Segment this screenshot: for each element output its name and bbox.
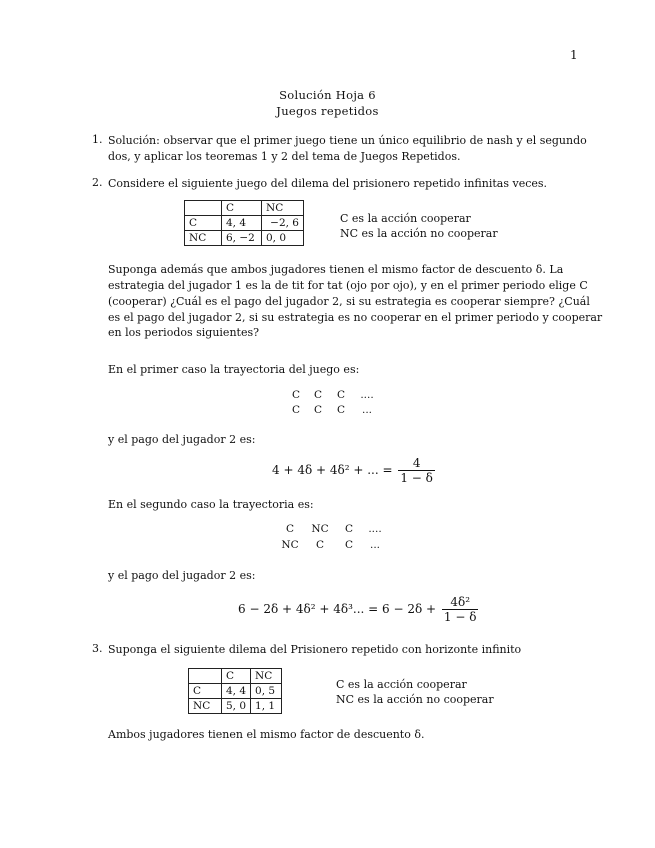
table-cell: NC bbox=[262, 201, 304, 216]
case-2-formula bbox=[238, 595, 480, 624]
table-row bbox=[189, 684, 282, 699]
legend-nc: NC es la acción no cooperar bbox=[340, 227, 498, 240]
traj-cell: C bbox=[344, 539, 354, 551]
case-2-intro: En el segundo caso la trayectoria es: bbox=[108, 498, 314, 511]
question-line-5: en los periodos siguientes? bbox=[108, 326, 260, 339]
table-cell: 5, 0 bbox=[222, 699, 251, 714]
traj-cell: C bbox=[291, 389, 301, 401]
table-header-row bbox=[189, 669, 282, 684]
item-1-number: 1. bbox=[92, 133, 103, 146]
traj-cell: C bbox=[315, 539, 325, 551]
document-subtitle: Juegos repetidos bbox=[276, 104, 379, 118]
table-cell: 6, −2 bbox=[222, 231, 262, 246]
item-1-line-1: Solución: observar que el primer juego tiene un único equilibrio de nash y el segundo bbox=[108, 134, 587, 147]
traj-cell: C bbox=[344, 523, 354, 535]
fraction-numerator: 4 bbox=[398, 456, 435, 471]
case-2-payoff-intro: y el pago del jugador 2 es: bbox=[108, 569, 256, 582]
traj-cell: .... bbox=[360, 389, 374, 401]
traj-cell: C bbox=[313, 389, 323, 401]
fraction-denominator: 1 − δ bbox=[443, 610, 477, 624]
table-cell: NC bbox=[251, 669, 282, 684]
formula-left: 4 + 4δ + 4δ² + ... = bbox=[272, 463, 393, 477]
question-line-1: Suponga además que ambos jugadores tienen el mismo factor de descuento δ. La bbox=[108, 263, 564, 276]
traj-cell: C bbox=[336, 404, 346, 416]
case-1-trajectory-row-2 bbox=[286, 404, 382, 416]
table-row bbox=[185, 231, 304, 246]
table-cell: C bbox=[222, 669, 251, 684]
table-row bbox=[185, 216, 304, 231]
table-cell: 0, 5 bbox=[251, 684, 282, 699]
table-cell: 4, 4 bbox=[222, 684, 251, 699]
table-cell: 0, 0 bbox=[262, 231, 304, 246]
item-3-intro: Suponga el siguiente dilema del Prisionero repetido con horizonte infinito bbox=[108, 643, 522, 656]
fraction-denominator: 1 − δ bbox=[400, 471, 433, 485]
traj-cell: ... bbox=[369, 539, 380, 551]
table-cell: C bbox=[222, 201, 262, 216]
table-cell: 1, 1 bbox=[251, 699, 282, 714]
table-cell: C bbox=[189, 684, 222, 699]
fraction-numerator: 4δ² bbox=[442, 595, 479, 610]
table-header-row bbox=[185, 201, 304, 216]
question-line-2: estrategia del jugador 1 es la de tit for tat (ojo por ojo), y en el primer periodo elige C bbox=[108, 279, 588, 292]
case-1-formula bbox=[272, 456, 437, 485]
table-row bbox=[189, 699, 282, 714]
formula-left: 6 − 2δ + 4δ² + 4δ³... = 6 − 2δ + bbox=[238, 602, 437, 616]
item-3-closing: Ambos jugadores tienen el mismo factor de descuento δ. bbox=[108, 728, 425, 741]
question-line-3: (cooperar) ¿Cuál es el pago del jugador 2, si su estrategia es cooperar siempre? ¿Cuál bbox=[108, 295, 590, 308]
case-1-payoff-intro: y el pago del jugador 2 es: bbox=[108, 433, 256, 446]
formula-fraction bbox=[398, 456, 435, 485]
case-2-trajectory-row-2 bbox=[278, 539, 390, 551]
legend-nc: NC es la acción no cooperar bbox=[336, 693, 494, 706]
traj-cell: C bbox=[313, 404, 323, 416]
item-2-number: 2. bbox=[92, 176, 103, 189]
traj-cell: C bbox=[291, 404, 301, 416]
table-cell bbox=[185, 201, 222, 216]
case-1-intro: En el primer caso la trayectoria del juego es: bbox=[108, 363, 360, 376]
table-cell bbox=[189, 669, 222, 684]
legend-c: C es la acción cooperar bbox=[340, 212, 471, 225]
traj-cell: NC bbox=[281, 539, 299, 551]
item-3-number: 3. bbox=[92, 642, 103, 655]
formula-fraction bbox=[442, 595, 479, 624]
traj-cell: C bbox=[336, 389, 346, 401]
question-line-4: es el pago del jugador 2, si su estrategia es no cooperar en el primer periodo y cooperar bbox=[108, 311, 603, 324]
legend-c: C es la acción cooperar bbox=[336, 678, 467, 691]
table-cell: −2, 6 bbox=[262, 216, 304, 231]
traj-cell: .... bbox=[368, 523, 382, 535]
table-cell: NC bbox=[189, 699, 222, 714]
page-number: 1 bbox=[570, 48, 578, 62]
table-cell: 4, 4 bbox=[222, 216, 262, 231]
traj-cell: C bbox=[285, 523, 295, 535]
payoff-table-1 bbox=[184, 200, 304, 246]
traj-cell: NC bbox=[311, 523, 329, 535]
item-2-intro: Considere el siguiente juego del dilema del prisionero repetido infinitas veces. bbox=[108, 177, 548, 190]
payoff-table-2 bbox=[188, 668, 282, 714]
case-2-trajectory-row-1 bbox=[278, 523, 390, 535]
case-1-trajectory-row-1 bbox=[286, 389, 382, 401]
document-title: Solución Hoja 6 bbox=[279, 88, 376, 102]
table-cell: C bbox=[185, 216, 222, 231]
item-1-line-2: dos, y aplicar los teoremas 1 y 2 del tema de Juegos Repetidos. bbox=[108, 150, 461, 163]
traj-cell: ... bbox=[361, 404, 372, 416]
table-cell: NC bbox=[185, 231, 222, 246]
